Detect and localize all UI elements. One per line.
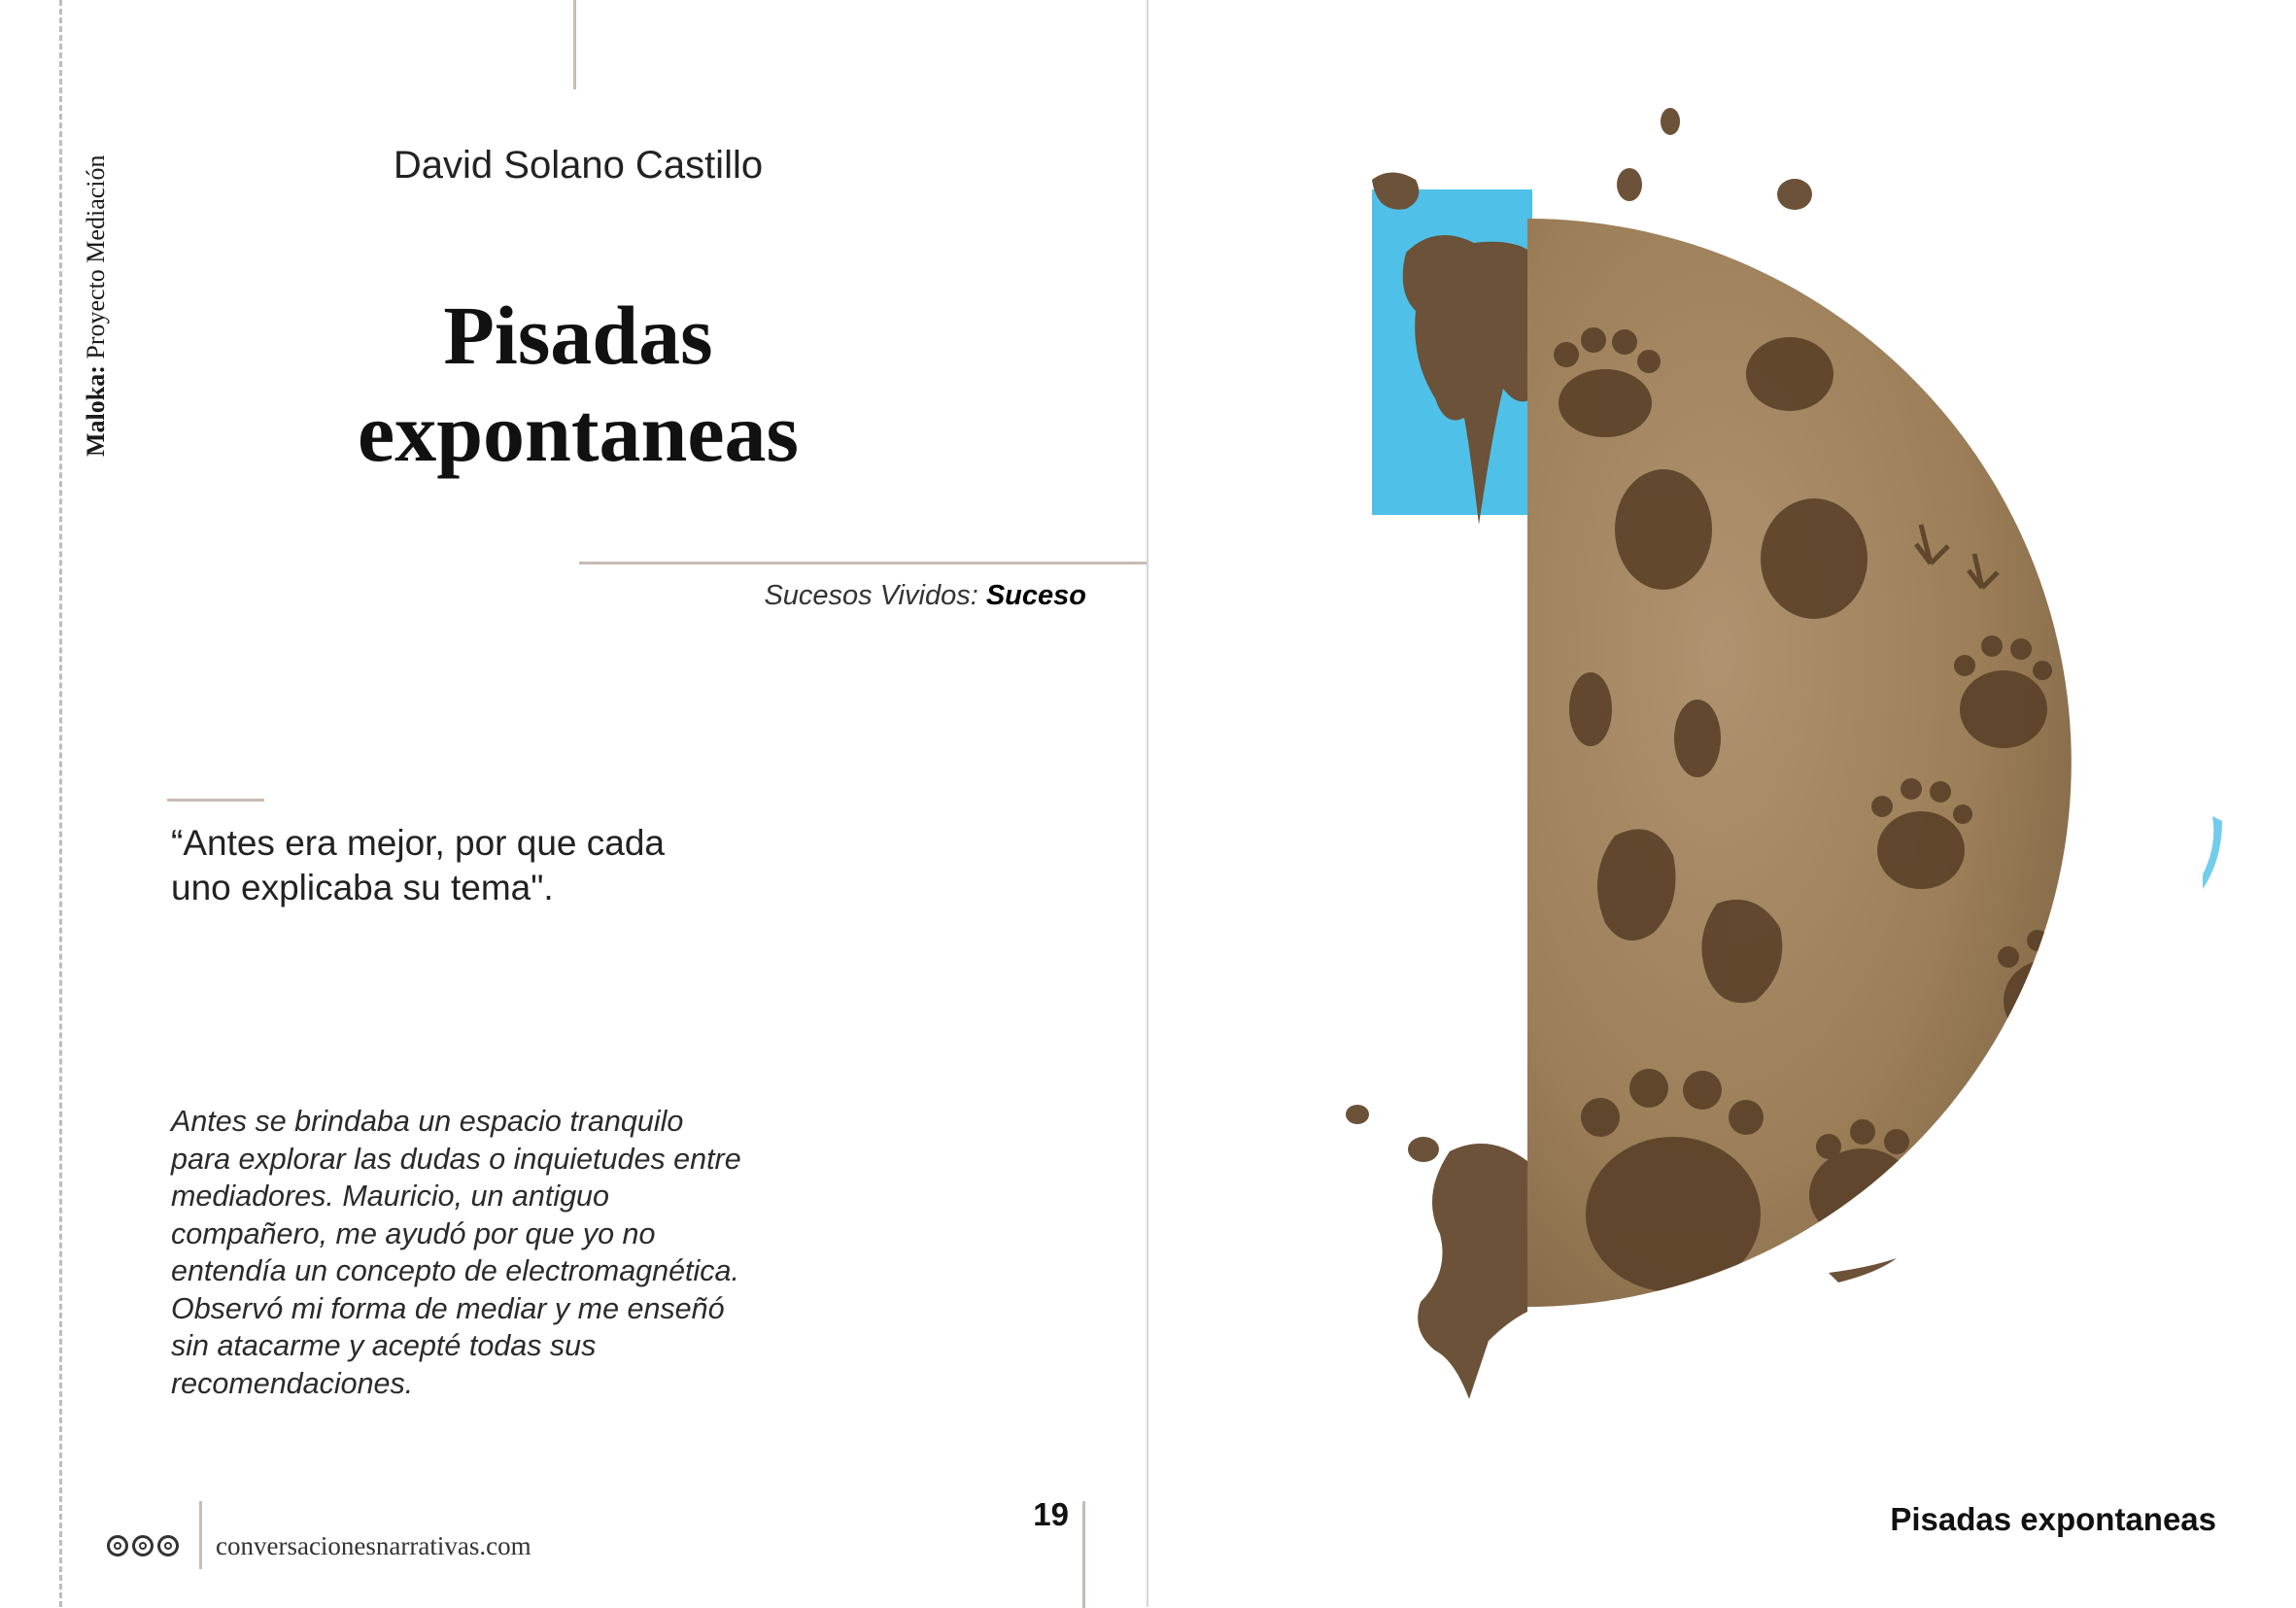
body-line: sin atacarme y acepté todas sus — [171, 1329, 597, 1362]
dotted-margin-line — [59, 0, 62, 1607]
by-icon — [132, 1535, 154, 1557]
title-divider — [579, 562, 1147, 565]
section-name: Suceso — [985, 580, 1086, 611]
spine-label-bold: Maloka: — [82, 365, 110, 457]
author-name: David Solano Castillo — [393, 144, 764, 187]
body-line: Observó mi forma de mediar y me enseñó — [171, 1291, 725, 1325]
article-title-line-2: expontaneas — [358, 386, 799, 479]
footer-divider — [199, 1501, 202, 1569]
pull-quote-line-1: “Antes era mejor, por que cada — [171, 823, 666, 863]
article-title-line-1: Pisadas — [443, 289, 713, 382]
body-line: recomendaciones. — [171, 1366, 414, 1400]
body-line: compañero, me ayudó por que yo no — [171, 1216, 656, 1250]
page-number-rule — [1082, 1501, 1085, 1608]
section-prefix: Sucesos Vividos: — [764, 580, 986, 611]
body-paragraph — [171, 1103, 754, 1402]
footprints-illustration — [1148, 0, 2296, 1607]
pull-quote — [171, 821, 715, 910]
blue-edge-sliver — [2203, 816, 2222, 889]
footer-website-link[interactable]: conversacionesnarrativas.com — [216, 1531, 531, 1560]
body-line: Antes se brindaba un espacio tranquilo — [171, 1105, 684, 1138]
cc-icon — [107, 1535, 128, 1557]
paw-print — [1746, 337, 1833, 411]
right-page — [1148, 0, 2296, 1607]
pull-quote-line-2: uno explicaba su tema". — [171, 868, 554, 907]
license-icons — [107, 1535, 179, 1557]
body-line: mediadores. Mauricio, un antiguo — [171, 1180, 609, 1213]
body-line: para explorar las dudas o inquietudes entre — [171, 1142, 741, 1176]
running-title: Pisadas expontaneas — [1890, 1501, 2216, 1537]
body-line: entendía un concepto de electromagnética. — [171, 1254, 739, 1287]
section-label — [764, 580, 1086, 612]
paw-print — [2148, 885, 2242, 998]
left-page — [0, 0, 1148, 1607]
spine-label-rest: Proyecto Mediación — [82, 154, 110, 366]
nc-icon — [157, 1535, 179, 1557]
quote-divider — [167, 799, 264, 802]
page-number: 19 — [1033, 1496, 1069, 1532]
article-title — [243, 287, 913, 481]
top-vertical-rule — [573, 0, 576, 89]
spine-label — [82, 155, 111, 458]
paw-print — [1809, 1119, 1916, 1242]
